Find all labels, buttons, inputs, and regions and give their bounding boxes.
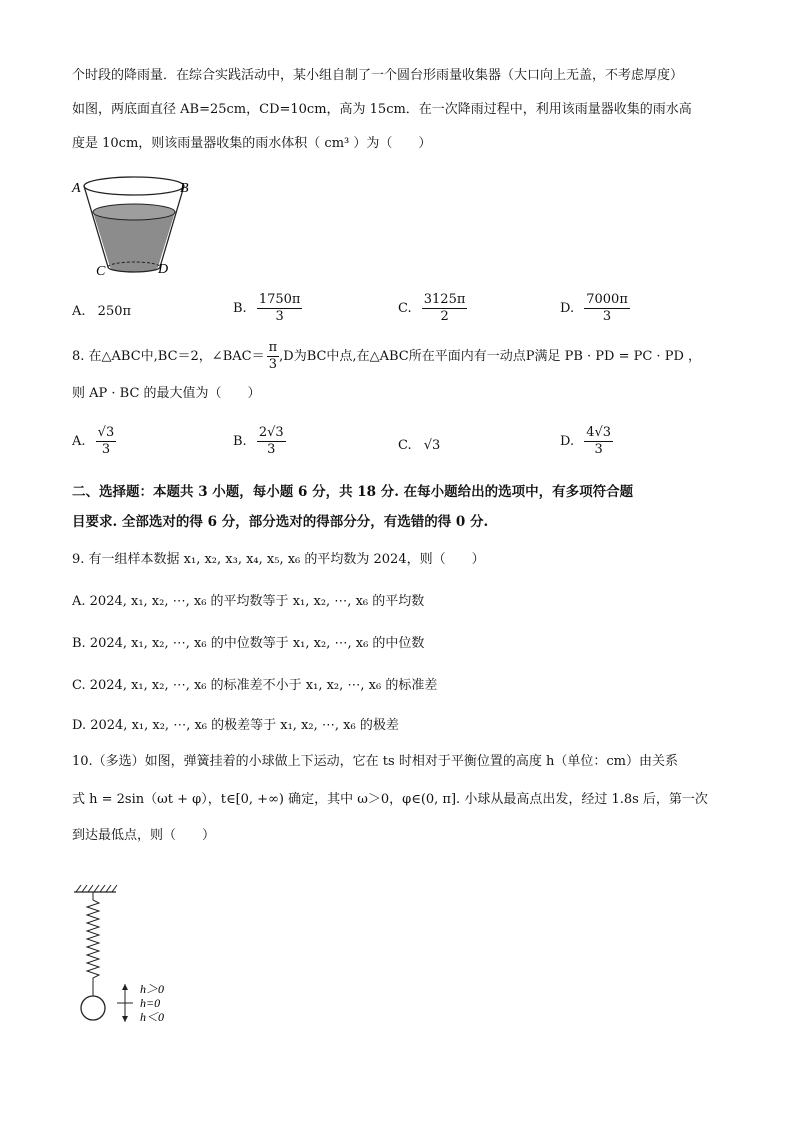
label-h-zero: h=0 [140, 996, 161, 1010]
option-value: √3 [423, 438, 441, 453]
q8-option-a[interactable] [72, 425, 116, 458]
option-letter: D. [560, 301, 575, 316]
q7-line-3: 度是 10cm，则该雨量器收集的雨水体积（ cm³ ）为（ ） [72, 136, 432, 151]
q7-line-2: 如图，两底面直径 AB=25cm，CD=10cm，高为 15cm．在一次降雨过程中，利用该雨量器收集的雨水高 [72, 102, 692, 117]
label-h-positive: h＞0 [140, 982, 165, 996]
q10-line-2: 式 h = 2sin（ωt + φ），t∈[0, +∞) 确定，其中 ω＞0，φ∈(0, π]. 小球从最高点出发，经过 1.8s 后，第一次 [72, 792, 708, 807]
section-2-heading-line-1: 二、选择题：本题共 3 小题，每小题 6 分，共 18 分. 在每小题给出的选项中，有多项符合题 [72, 484, 634, 500]
option-letter: C. [398, 301, 412, 316]
label-c: C [96, 264, 106, 279]
q9-stem: 9. 有一组样本数据 x₁, x₂, x₃, x₄, x₅, x₆ 的平均数为 2024，则（ ） [72, 552, 485, 567]
q7-option-d[interactable] [560, 292, 630, 325]
q9-option-c[interactable]: C. 2024, x₁, x₂, ⋯, x₆ 的标准差不小于 x₁, x₂, ⋯, x₆ 的标准差 [72, 678, 438, 693]
option-letter: A. [72, 304, 86, 319]
label-a: A [72, 181, 81, 196]
option-fraction: $\frac{7000\pi}{3}$ [586, 292, 628, 324]
q9-option-b[interactable]: B. 2024, x₁, x₂, ⋯, x₆ 的中位数等于 x₁, x₂, ⋯, x₆ 的中位数 [72, 636, 425, 651]
q7-line-1: 个时段的降雨量．在综合实践活动中，某小组自制了一个圆台形雨量收集器（大口向上无盖，不考虑厚度） [72, 68, 684, 83]
q8-line-1: 8. 在△ABC中,BC＝2，∠BAC＝ $\frac{\pi}{3}$ ,D为BC中点,在△ABC所在平面内有一动点P满足 PB · PD = PC · PD ， [72, 340, 701, 372]
q7-option-b[interactable] [233, 292, 302, 325]
option-fraction: $\frac{1750\pi}{3}$ [258, 292, 301, 324]
option-value: 250π [97, 304, 132, 319]
option-fraction: $\frac{3125\pi}{2}$ [423, 292, 466, 324]
q9-option-a[interactable]: A. 2024, x₁, x₂, ⋯, x₆ 的平均数等于 x₁, x₂, ⋯, x₆ 的平均数 [72, 594, 425, 609]
q10-line-1: 10.（多选）如图，弹簧挂着的小球做上下运动，它在 ts 时相对于平衡位置的高度 h（单位：cm）由关系 [72, 754, 678, 769]
option-letter: D. [560, 434, 575, 449]
option-fraction: $\frac{√3}{3}$ [97, 425, 115, 457]
label-h-negative: h＜0 [140, 1010, 165, 1024]
q8-option-c[interactable] [398, 436, 440, 456]
option-letter: B. [233, 301, 247, 316]
frustum-rain-gauge-figure [70, 172, 200, 280]
option-fraction: $\frac{4√3}{3}$ [586, 425, 612, 457]
option-letter: A. [72, 434, 86, 449]
q8-option-d[interactable] [560, 425, 613, 458]
q9-option-d[interactable]: D. 2024, x₁, x₂, ⋯, x₆ 的极差等于 x₁, x₂, ⋯, x₆ 的极差 [72, 718, 399, 733]
spring-ball-figure [70, 880, 210, 1030]
option-letter: B. [233, 434, 247, 449]
q8-option-b[interactable] [233, 425, 286, 458]
q8-line-2: 则 AP · BC 的最大值为（ ） [72, 386, 261, 401]
option-letter: C. [398, 438, 412, 453]
label-d: D [158, 262, 169, 277]
q10-line-3: 到达最低点，则（ ） [72, 828, 216, 843]
section-2-heading-line-2: 目要求. 全部选对的得 6 分，部分选对的得部分分，有选错的得 0 分. [72, 514, 489, 530]
label-b: B [180, 181, 189, 196]
q7-option-c[interactable] [398, 292, 467, 325]
q7-option-a[interactable] [72, 302, 131, 322]
option-fraction: $\frac{2√3}{3}$ [258, 425, 284, 457]
